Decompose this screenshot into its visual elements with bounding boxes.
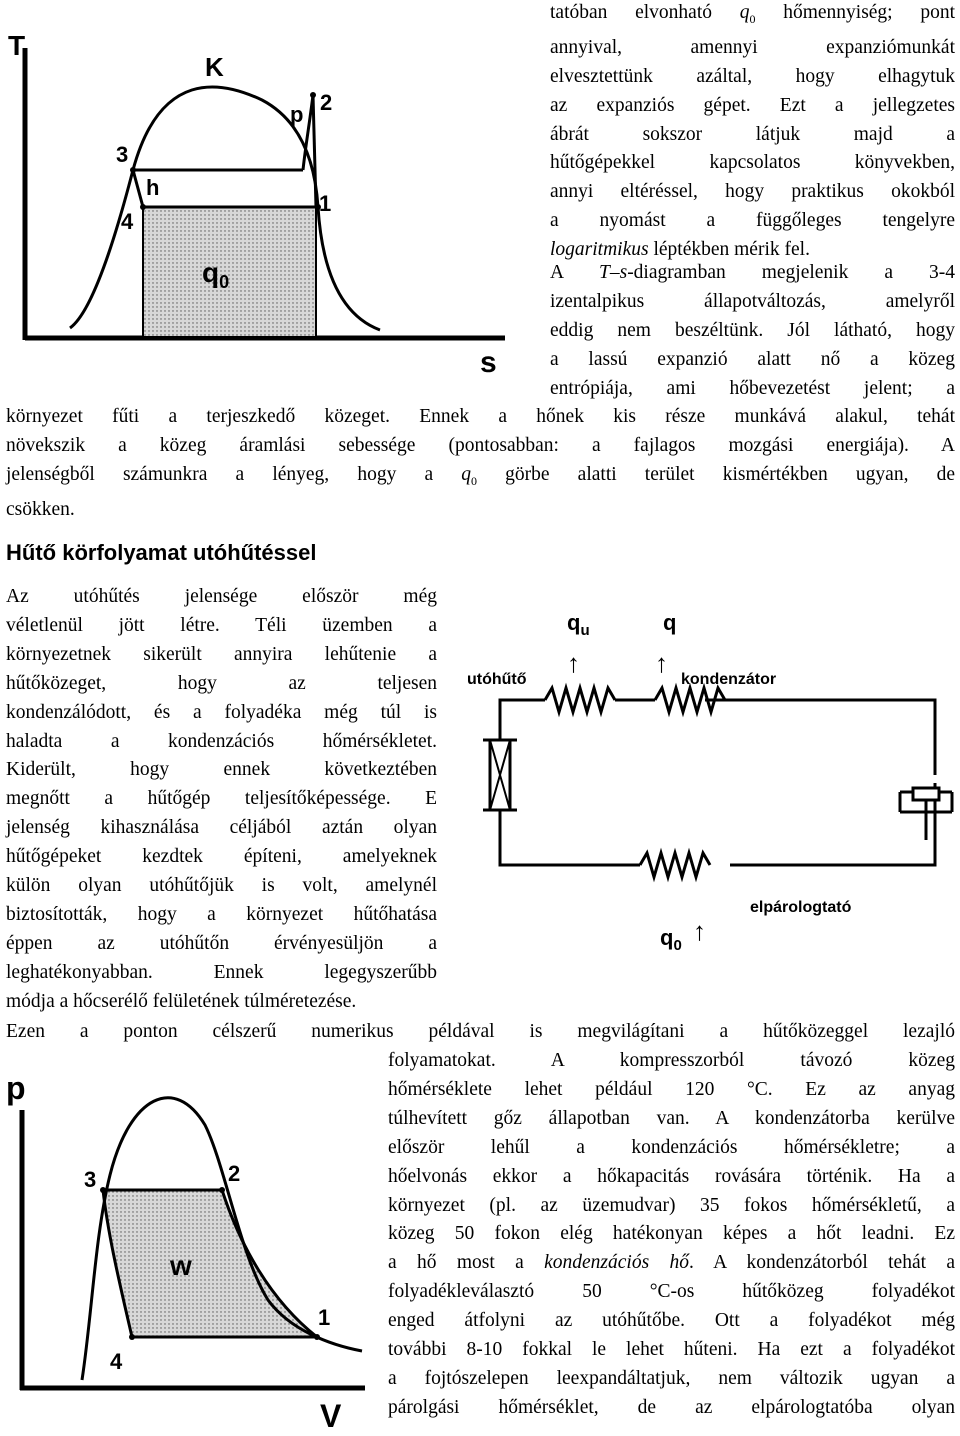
q0-area [143,207,316,337]
p-axis-label: p [6,1070,26,1106]
s-axis-label: s [480,346,497,379]
point-3-label: 3 [116,142,129,167]
para3-line-2: véletlenül jött létre. Téli üzemben a [6,614,437,636]
point-2-label: 2 [320,90,333,115]
q-arrow-icon: ↑ [655,648,668,678]
para3-line-8: megnőtt a hűtőgép teljesítőképessége. E [6,788,437,810]
paragraph-4 [388,1047,955,1423]
v-axis-label: V [320,1398,342,1434]
para3-line-13: éppen az utóhűtőn érvényesüljön a [6,932,437,954]
para4-line-13: a fojtószelepen leexpandáltatjuk, nem változik ugyan a [388,1367,955,1389]
para2-line-5: entrópiája, ami hőbevezetést jelent; a [550,377,955,399]
para3-line-1: Az utóhűtés jelensége először még [6,586,437,607]
work-label: w [170,1250,192,1281]
para3-line-12: biztosították, hogy a környezet hűtőhatása [6,903,437,925]
work-area [103,1190,317,1337]
q0-arrow-icon: ↑ [693,916,706,946]
para1-line-1: tatóban elvonható $q_0$ hőmennyiség; pont [550,2,955,26]
isobar-label: p [290,102,304,127]
subcooler-coil [545,688,615,712]
para4-line-2: folyamatokat. A kompresszorból távozó közeg [388,1050,955,1071]
qu-label: $q_u$ [567,610,590,639]
q0-cycle-label: $q_0$ [660,925,682,954]
para3-line-15: módja a hőcserélő felületének túlméretezése. [6,990,357,1012]
para4-line-9: a hő most a kondenzációs hő. A kondenzátorból tehát a [388,1252,956,1274]
pipe-right [705,700,935,865]
para2-line-3: eddig nem beszéltünk. Jól látható, hogy [550,319,955,341]
compression-line [313,95,316,207]
point-4 [140,204,146,210]
t-axis-label: T [8,30,26,61]
para4-line-5: először lehűl a kondenzációs hőmérsékletre; a [388,1136,955,1158]
paragraph-2-bottom [6,403,955,525]
para3-line-5: kondenzálódott, és a folyadéka még túl is [6,701,437,723]
para4-line-7: környezet (pl. az üzemudvar) 35 fokos hőmérsékletű, a [388,1194,955,1216]
pv-point-1-label: 1 [318,1305,331,1330]
para3-line-14: leghatékonyabban. Ennek legegyszerűbb [6,961,437,983]
para2-line-8: jelenségből számunkra a lényeg, hogy a $q_0$ görbe alatti terület kismértékben ugyan, de [6,463,955,488]
para4-line-11: enged átfolyni az utóhűtőbe. Ott a folyadékot még [388,1310,955,1332]
para4-line-3: hőmérséklete lehet például 120 °C. Ez az anyag [388,1078,955,1100]
para2-line-6: környezet fűti a terjeszkedő közeget. Ennek a hőnek kis része munkává alakul, tehát [6,406,955,427]
ts-diagram [0,10,545,380]
para2-line-1: A T–s-diagramban megjelenik a 3-4 [550,262,955,283]
para3-line-6: haladta a kondenzációs hőmérsékletet. [6,730,437,752]
para4-line-12: további 8-10 fokkal le lehet hűteni. Ha ezt a folyadékot [388,1339,955,1361]
subcooler-label: utóhűtő [467,671,527,688]
para2-line-7: növekszik a közeg áramlási sebessége (pontosabban: a fajlagos mozgási energiája). A [6,434,955,456]
evaporator-label: elpárologtató [750,899,852,916]
compressor-piston [913,788,939,800]
point-4-label: 4 [121,209,134,234]
para3-line-4: hűtőközeget, hogy az teljesen [6,672,437,694]
q0-label: $q_0$ [202,257,230,292]
para3-line-10: hűtőgépeket kezdtek építeni, amelyeknek [6,846,437,868]
paragraph-4-first [6,1018,955,1047]
para4-line-1: Ezen a ponton célszerű numerikus példával is megvilágítani a hűtőközeggel lezajló [6,1021,955,1042]
h-label: h [146,175,160,200]
cycle-schematic [455,600,955,960]
para1-line-3: elvesztettünk azáltal, hogy elhagytuk [550,65,955,87]
para4-line-6: hőelvonás ekkor a hőkapacitás rovására történik. Ha a [388,1165,955,1187]
para1-line-4: az expanziós gépet. Ezt a jellegzetes [550,94,955,116]
para3-line-3: környezetnek sikerült annyira lehűtenie a [6,643,437,665]
para4-line-8: közeg 50 fokon elég hatékonyan képes a hőt leadni. Ez [388,1223,955,1245]
para1-line-6: hűtőgépekkel kapcsolatos könyvekben, [550,152,955,174]
para1-line-7: annyi eltéréssel, hogy praktikus okokból [550,181,955,203]
pv-point-4-label: 4 [110,1349,123,1374]
qu-arrow-icon: ↑ [567,648,580,678]
pv-point-2-label: 2 [228,1161,241,1186]
q-label: q [663,610,677,635]
para2-line-2: izentalpikus állapotváltozás, amelyről [550,290,955,312]
critical-point-label: K [205,52,224,82]
para1-line-9: logaritmikus léptékben mérik fel. [550,239,810,261]
paragraph-3 [6,583,437,1017]
condenser-coil [655,688,725,712]
para1-line-2: annyival, amennyi expanziómunkát [550,36,955,58]
point-2 [310,92,316,98]
para1-line-8: a nyomást a függőleges tengelyre [550,210,955,232]
para3-line-9: jelenség kihasználása céljából aztán olyan [6,817,437,839]
para2-line-4: a lassú expanzió alatt nő a közeg [550,348,955,370]
paragraph-2-top [550,259,955,404]
para3-line-7: Kiderült, hogy ennek következtében [6,759,437,781]
section-heading: Hűtő körfolyamat utóhűtéssel [6,540,317,565]
para4-line-10: folyadékleválasztó 50 °C-os hűtőközeg folyadékot [388,1281,955,1303]
para4-line-4: túlhevített gőz állapotban van. A kondenzátorba kerülve [388,1107,955,1129]
para3-line-11: külön olyan utóhűtőjük is volt, amelynél [6,875,437,897]
expansion-line [133,170,143,207]
point-3 [130,167,136,173]
condenser-label: kondenzátor [681,671,777,688]
para2-line-9: csökken. [6,498,75,520]
para1-line-5: ábrát sokszor látjuk majd a [550,123,955,145]
pipe-left [500,700,705,865]
paragraph-1 [550,0,955,265]
point-1-label: 1 [319,191,332,216]
para4-line-14: párolgási hőmérséklet, de az elpárologtatóba olyan [388,1396,955,1418]
pv-point-3-label: 3 [84,1167,97,1192]
pv-diagram [0,1055,380,1435]
